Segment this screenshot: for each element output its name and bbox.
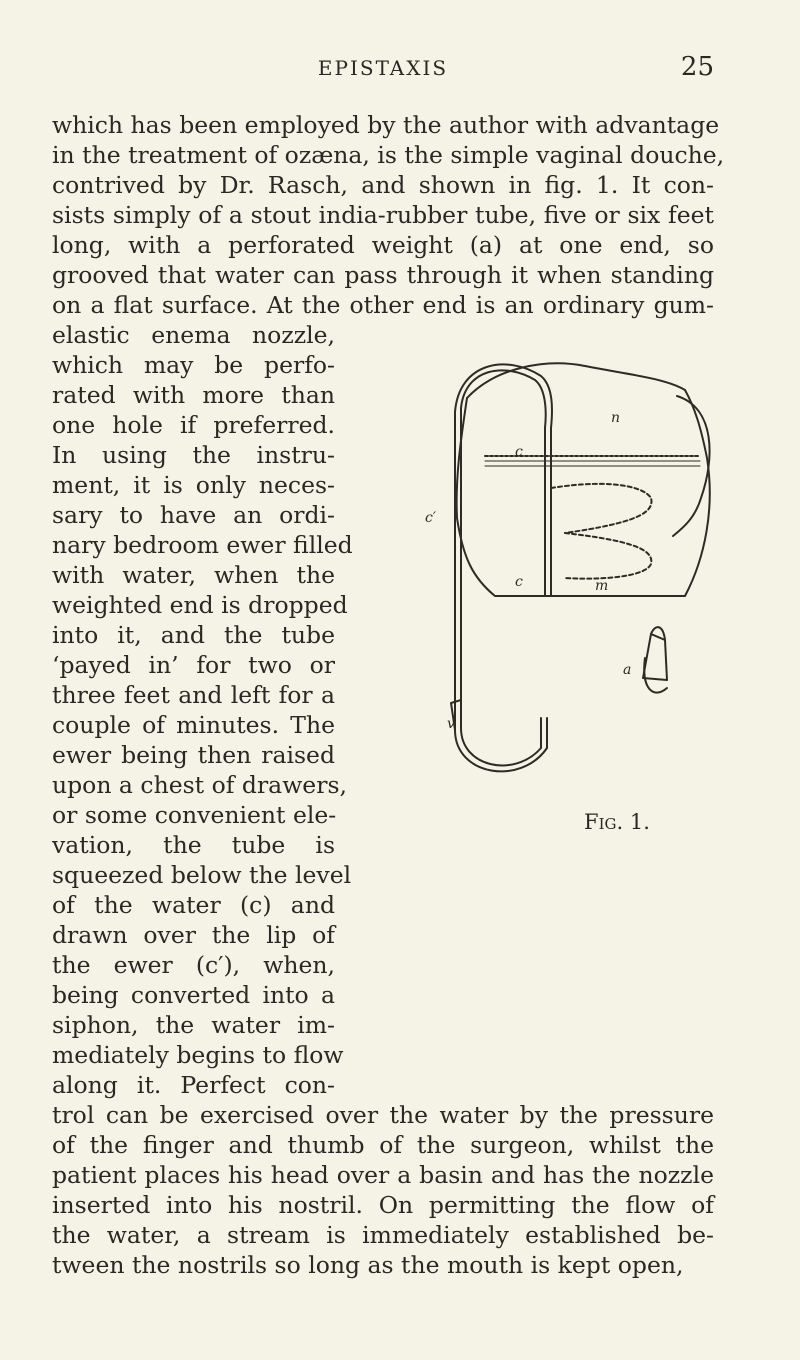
label-n: n [611,410,621,426]
text-line: squeezed below the level [52,861,352,889]
text-line: rated with more than [52,381,335,409]
text-line: In using the instru- [52,441,335,469]
text-line: upon a chest of drawers, [52,771,347,799]
text-line: ewer being then raised [52,741,335,769]
text-line: ‘payed in’ for two or [52,651,335,679]
page-header [52,52,714,88]
text-line: ment, it is only neces- [52,471,335,499]
text-line: sary to have an ordi- [52,501,335,529]
text-line: siphon, the water im- [52,1011,335,1039]
running-title: EPISTAXIS [317,56,449,80]
text-line: contrived by Dr. Rasch, and shown in fig. 1. It con- [52,171,714,199]
douche-figure [415,328,715,780]
text-line: the ewer (c′), when, [52,951,335,979]
page-number: 25 [680,52,714,82]
weight-a [643,634,667,680]
text-line: long, with a perforated weight (a) at one end, so [52,231,714,259]
text-line: couple of minutes. The [52,711,335,739]
text-line: mediately begins to flow [52,1041,344,1069]
label-c-lower: c [515,574,523,590]
tube-coil [551,484,651,533]
text-line: along it. Perfect con- [52,1071,335,1099]
label-m: m [595,578,609,594]
text-line: three feet and left for a [52,681,335,709]
text-line: tween the nostrils so long as the mouth is kept open, [52,1251,684,1279]
text-line: drawn over the lip of [52,921,335,949]
text-line: elastic enema nozzle, [52,321,335,349]
text-line: being converted into a [52,981,335,1009]
text-line: one hole if preferred. [52,411,335,439]
text-line: in the treatment of ozæna, is the simple vaginal douche, [52,141,725,169]
text-line: into it, and the tube [52,621,335,649]
text-line: of the water (c) and [52,891,335,919]
tube-down [461,408,541,765]
text-line: with water, when the [52,561,335,589]
tube-arch [461,370,546,428]
text-line: patient places his head over a basin and has the nozzle [52,1161,714,1189]
label-c-upper: c [515,444,523,460]
text-line: of the finger and thumb of the surgeon, whilst the [52,1131,714,1159]
text-line: sists simply of a stout india-rubber tube, five or six feet [52,201,714,229]
text-line: weighted end is dropped [52,591,348,619]
text-line: on a flat surface. At the other end is an ordinary gum- [52,291,714,319]
text-line: which may be perfo- [52,351,335,379]
text-line: inserted into his nostril. On permitting the flow of [52,1191,714,1219]
text-line: or some convenient ele- [52,801,337,829]
douche-illustration [415,328,715,780]
text-line: which has been employed by the author with advantage [52,111,720,139]
figure-caption: Fig. 1. [584,810,650,834]
text-line: grooved that water can pass through it when standing [52,261,714,289]
text-line: trol can be exercised over the water by the pressure [52,1101,714,1129]
text-line: nary bedroom ewer filled [52,531,353,559]
text-line: the water, a stream is immediately established be- [52,1221,714,1249]
text-line: vation, the tube is [52,831,335,859]
ewer-lip [467,363,685,398]
ewer-outline [457,390,710,596]
label-a: a [623,662,632,678]
label-v: v [447,716,455,732]
label-c-prime: c′ [425,510,437,526]
